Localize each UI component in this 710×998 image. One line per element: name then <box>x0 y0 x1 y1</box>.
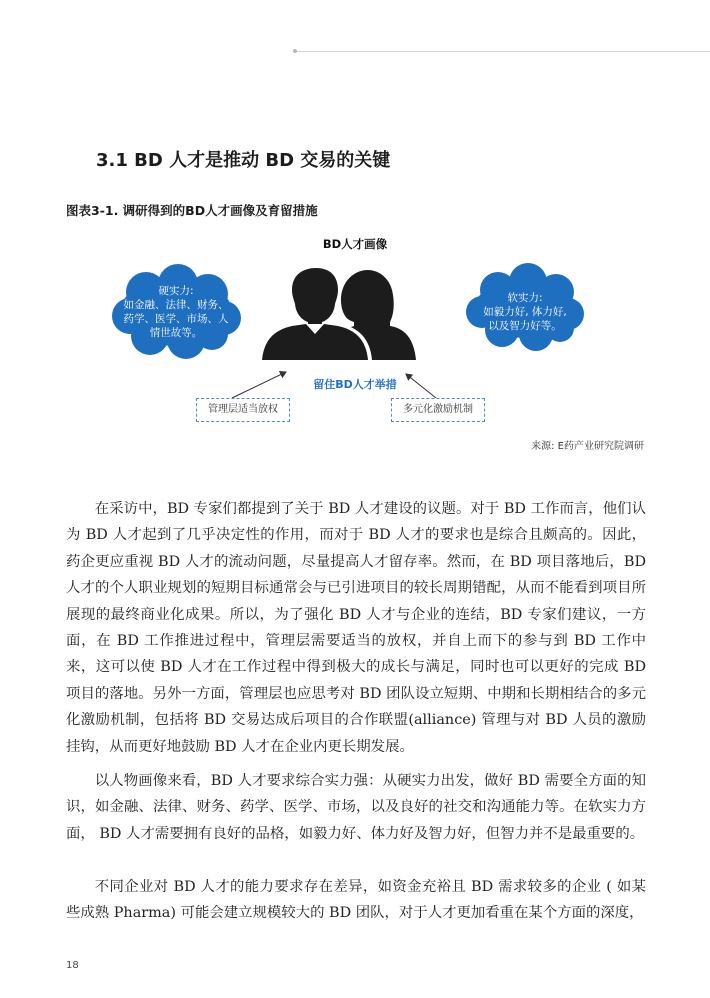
figure-title: 图表3-1. 调研得到的BD人才画像及育留措施 <box>66 203 318 218</box>
soft-skills-line: 以及智力好等。 <box>488 320 562 332</box>
hard-skills-line: 如金融、法律、财务、 <box>123 299 229 311</box>
hard-skills-line: 情世故等。 <box>149 327 203 339</box>
arrow-right <box>406 374 436 398</box>
page-number: 18 <box>66 960 79 971</box>
hard-skills-line: 硬实力: <box>158 285 194 297</box>
soft-skills-line: 软实力: <box>507 292 543 304</box>
hard-skills-line: 药学、医学、市场、人 <box>123 313 229 325</box>
measure-box-delegation: 管理层适当放权 <box>196 398 290 422</box>
body-paragraph: 在采访中，BD 专家们都提到了关于 BD 人才建设的议题。对于 BD 工作而言，他们认为 BD 人才起到了几乎决定性的作用，而对于 BD 人才的要求也是综合且颇高的。因此，药企更应重视 BD 人才的流动问题，尽量提高人才留存率。然而，在 BD 项目落地后，BD 人才的个人职业规划的短期目标通常会与已引进项目的较长周期错配，从而不能看到项目所展现的最终商业化成果。所以，为了强化 BD 人才与企业的连结，BD 专家们建议，一方面，在 BD 工作推进过程中，管理层需要适当的放权，并自上而下的参与到 BD 工作中来，这可以使 BD 人才在工作过程中得到极大的成长与满足，同时也可以更好的完成 BD 项目的落地。另外一方面，管理层也应思考对 BD 团队设立短期、中期和长期相结合的多元化激励机制，包括将 BD 交易达成后项目的合作联盟(alliance) 管理与对 BD 人员的激励挂钩，从而更好地鼓励 BD 人才在企业内更长期发展。 <box>66 501 646 755</box>
measure-box-incentives: 多元化激励机制 <box>391 398 485 422</box>
arrow-left <box>232 372 286 398</box>
body-paragraph: 以人物画像来看，BD 人才要求综合实力强：从硬实力出发，做好 BD 需要全方面的知识，如金融、法律、财务、药学、医学、市场，以及良好的社交和沟通能力等。在软实力方面， BD 人才需要拥有良好的品格，如毅力好、体力好及智力好，但智力并不是最重要的。 <box>66 773 646 842</box>
soft-skills-line: 如毅力好, 体力好, <box>483 306 567 318</box>
figure-source: 来源: E药产业研究院调研 <box>531 441 644 452</box>
portrait-title: BD人才画像 <box>322 237 388 251</box>
body-paragraph: 不同企业对 BD 人才的能力要求存在差异，如资金充裕且 BD 需求较多的企业 ( 如某些成熟 Pharma) 可能会建立规模较大的 BD 团队，对于人才更加看重在某个方面的深度， <box>66 879 646 922</box>
retain-label: 留住BD人才举措 <box>313 378 397 391</box>
section-title: 3.1 BD 人才是推动 BD 交易的关键 <box>96 150 391 171</box>
